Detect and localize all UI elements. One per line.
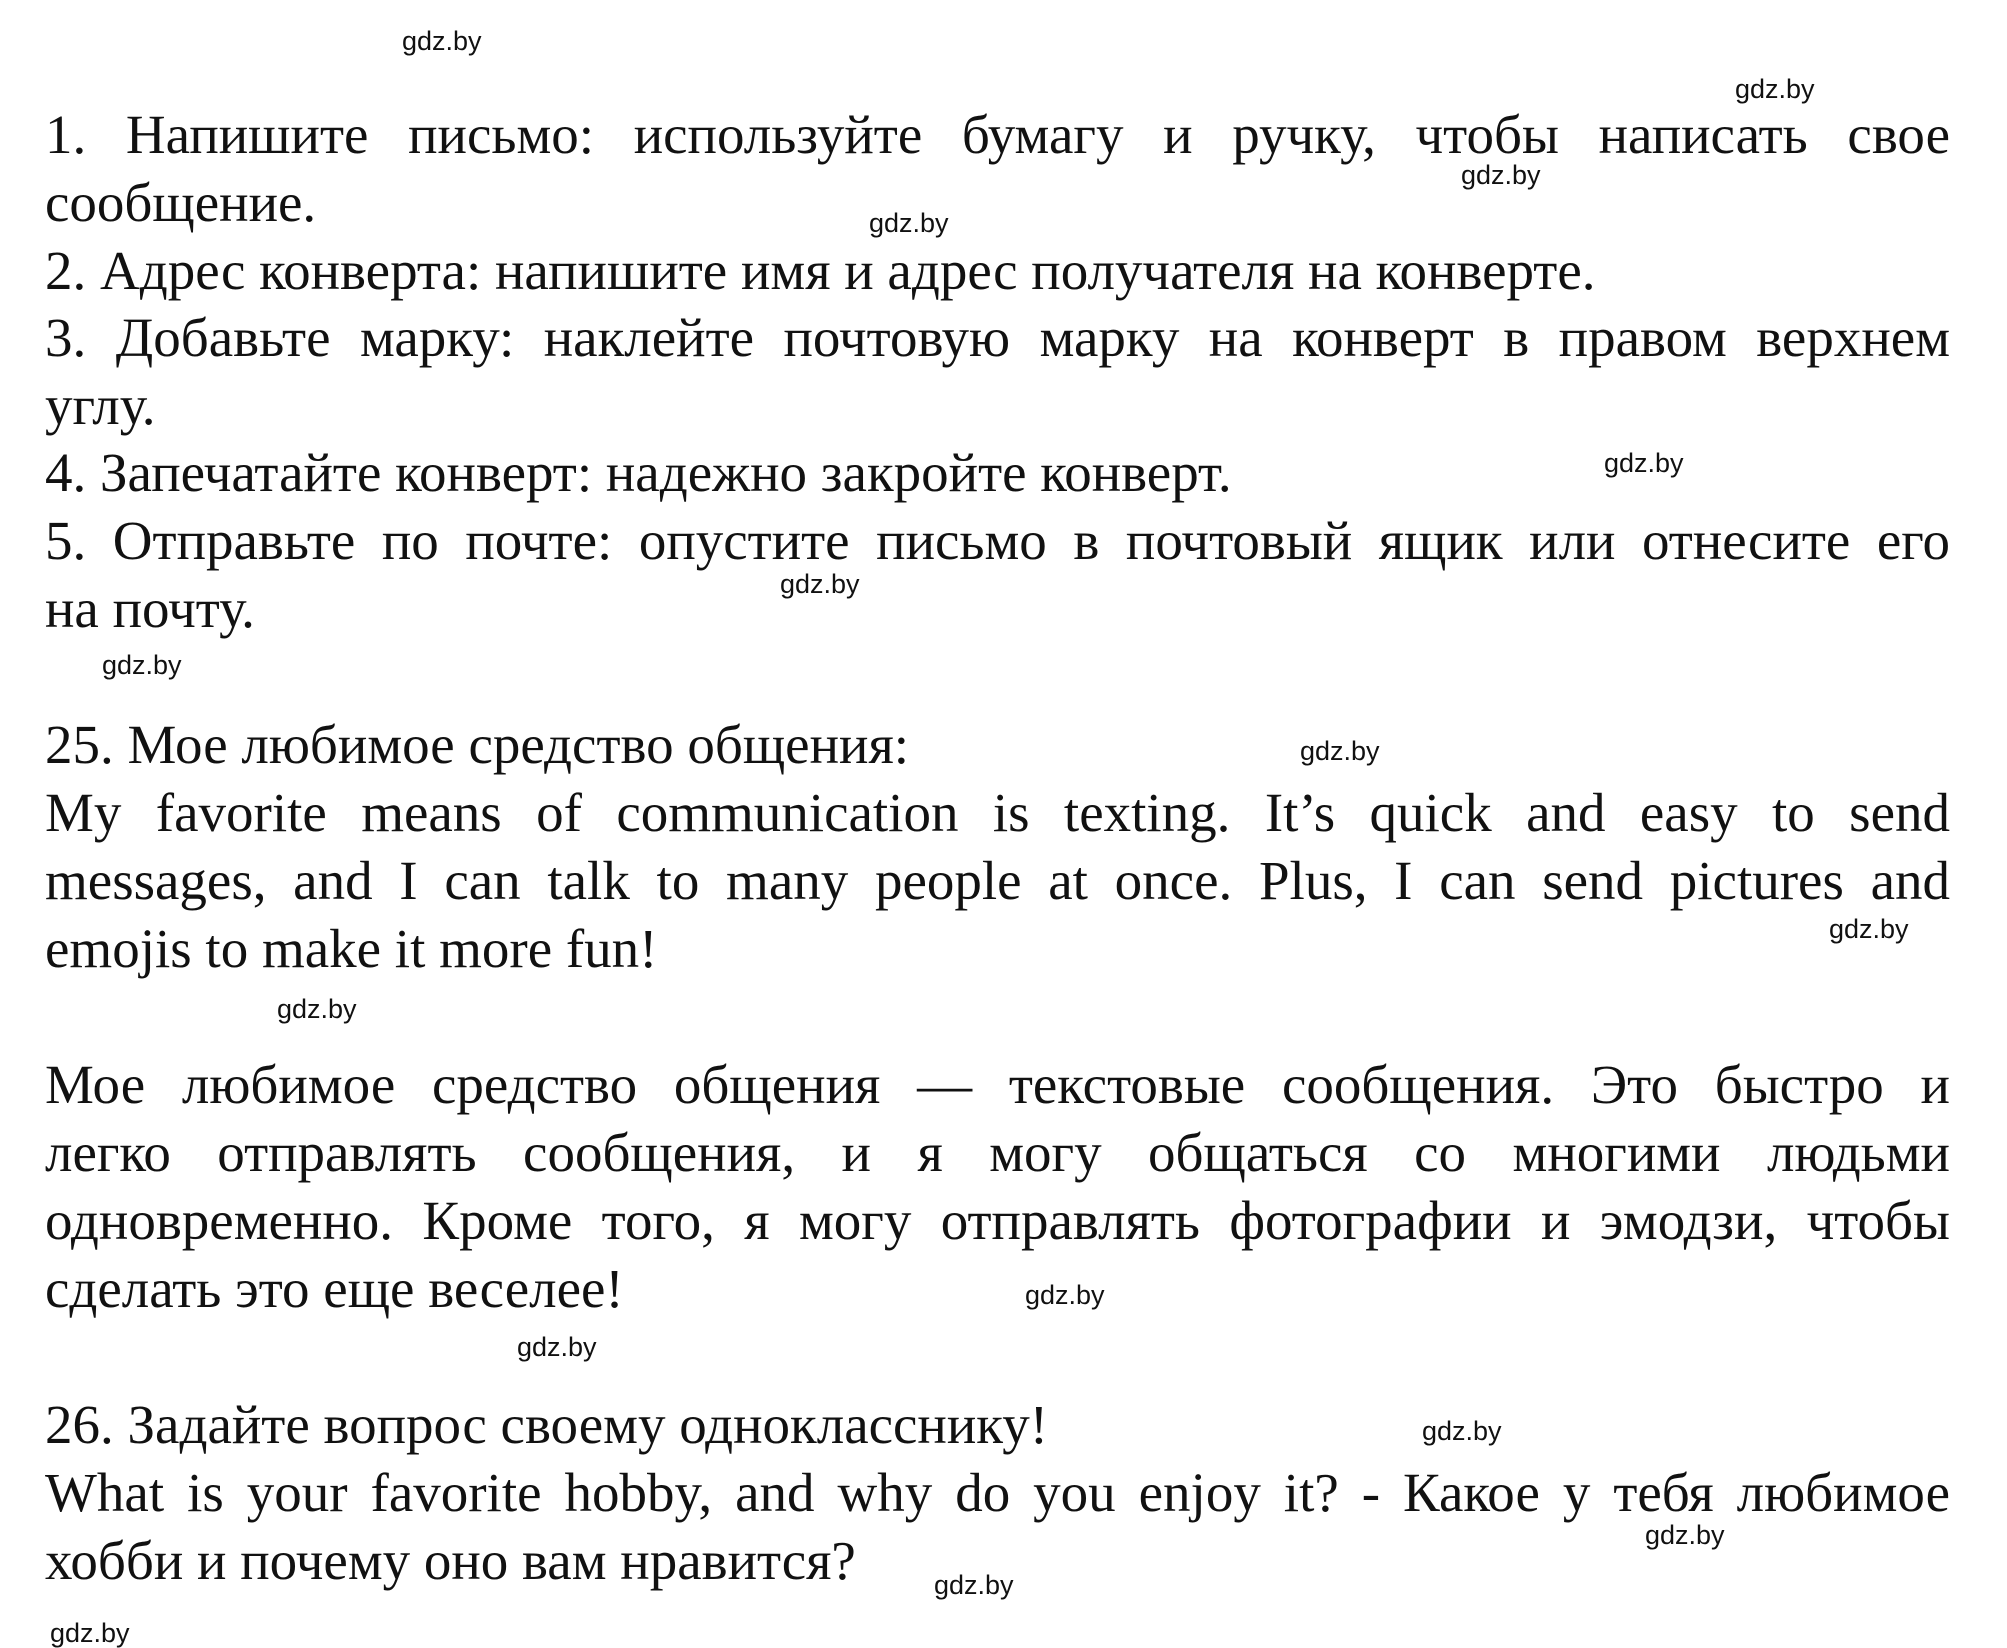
step-2: 2. Адрес конверта: напишите имя и адрес получателя на конверте. (45, 240, 1596, 301)
watermark: gdz.by (780, 569, 860, 599)
task-25-russian-line-4: сделать это еще веселее! (45, 1258, 624, 1319)
watermark: gdz.by (402, 26, 482, 56)
task-26-heading: 26. Задайте вопрос своему однокласснику! (45, 1394, 1049, 1455)
step-4: 4. Запечатайте конверт: надежно закройте конверт. (45, 442, 1232, 503)
watermark: gdz.by (1829, 914, 1909, 944)
step-5-line-1: 5. Отправьте по почте: опустите письмо в почтовый ящик или отнесите его (45, 510, 1950, 571)
task-26-question-line-2: хобби и почему оно вам нравится? (45, 1530, 856, 1591)
watermark: gdz.by (1645, 1520, 1725, 1550)
watermark: gdz.by (1461, 160, 1541, 190)
watermark: gdz.by (934, 1570, 1014, 1600)
task-26-question-line-1: What is your favorite hobby, and why do you enjoy it? - Какое у тебя любимое (45, 1462, 1950, 1523)
watermark: gdz.by (1735, 74, 1815, 104)
task-25-english-line-3: emojis to make it more fun! (45, 918, 658, 979)
watermark: gdz.by (1300, 736, 1380, 766)
step-3-line-2: углу. (45, 375, 156, 436)
watermark: gdz.by (1025, 1280, 1105, 1310)
watermark: gdz.by (102, 650, 182, 680)
watermark: gdz.by (50, 1618, 130, 1648)
step-1-line-1: 1. Напишите письмо: используйте бумагу и ручку, чтобы написать свое (45, 104, 1950, 165)
watermark: gdz.by (1422, 1416, 1502, 1446)
task-25-english-line-1: My favorite means of communication is texting. It’s quick and easy to send (45, 782, 1950, 843)
step-1-line-2: сообщение. (45, 172, 317, 233)
step-3-line-1: 3. Добавьте марку: наклейте почтовую марку на конверт в правом верхнем (45, 307, 1950, 368)
task-25-russian-line-3: одновременно. Кроме того, я могу отправлять фотографии и эмодзи, чтобы (45, 1190, 1950, 1251)
task-25-english-line-2: messages, and I can talk to many people at once. Plus, I can send pictures and (45, 850, 1950, 911)
task-25-russian-line-2: легко отправлять сообщения, и я могу общаться со многими людьми (45, 1122, 1950, 1183)
watermark: gdz.by (869, 208, 949, 238)
watermark: gdz.by (277, 994, 357, 1024)
task-25-russian-line-1: Мое любимое средство общения — текстовые сообщения. Это быстро и (45, 1054, 1950, 1115)
task-25-heading: 25. Мое любимое средство общения: (45, 714, 910, 775)
watermark: gdz.by (1604, 448, 1684, 478)
step-5-line-2: на почту. (45, 578, 255, 639)
watermark: gdz.by (517, 1332, 597, 1362)
